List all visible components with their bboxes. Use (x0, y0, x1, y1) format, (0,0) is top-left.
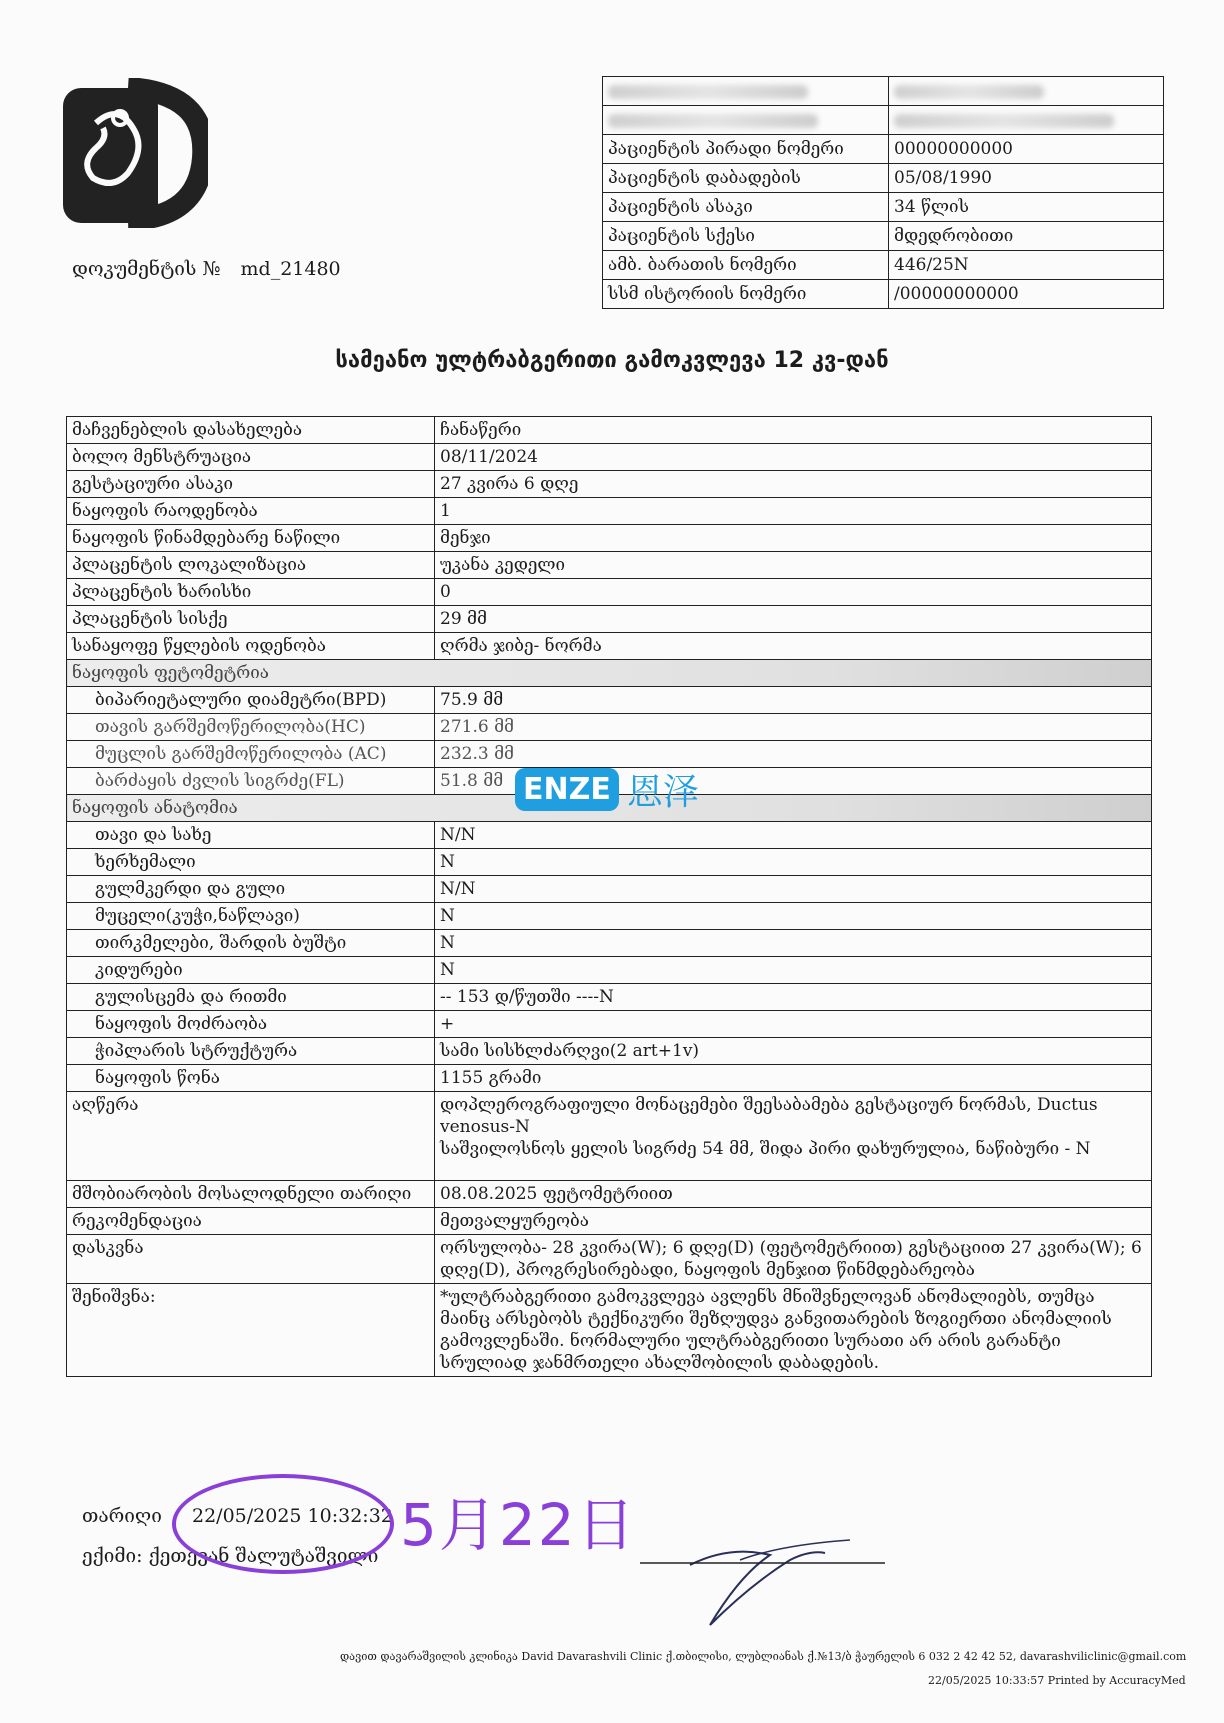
patient-value: /00000000000 (889, 280, 1164, 309)
table-row (67, 579, 1152, 606)
table-row (67, 633, 1152, 660)
row-value: 232.3 მმ (435, 741, 1152, 768)
row-key: ბარძაყის ძვლის სიგრძე(FL) (67, 768, 435, 795)
patient-key: ამბ. ბარათის ნომერი (603, 251, 889, 280)
description-cell (435, 1092, 1152, 1181)
row-value: 1 (435, 498, 1152, 525)
row-key: ბოლო მენსტრუაცია (67, 444, 435, 471)
table-row (67, 714, 1152, 741)
signature-icon (640, 1505, 900, 1645)
row-value: სამი სისხლძარღვი(2 art+1v) (435, 1038, 1152, 1065)
row-key: თავის გარშემოწერილობა(HC) (67, 714, 435, 741)
table-row (67, 1208, 1152, 1235)
table-row (67, 687, 1152, 714)
row-value: N/N (435, 876, 1152, 903)
row-key: ნაყოფის რაოდენობა (67, 498, 435, 525)
row-value: N/N (435, 822, 1152, 849)
anatomy-title: ნაყოფის ანატომია (67, 795, 1152, 822)
description-label: აღწერა (67, 1092, 435, 1181)
row-value: 271.6 მმ (435, 714, 1152, 741)
patient-value: 34 წლის (889, 193, 1164, 222)
row-key: ნაყოფის მოძრაობა (67, 1011, 435, 1038)
row-key: გულისცემა და რითმი (67, 984, 435, 1011)
patient-key: პაციენტის პირადი ნომერი (603, 135, 889, 164)
conclusion-label: დასკვნა (67, 1235, 435, 1284)
table-row (67, 984, 1152, 1011)
patient-row (603, 251, 1164, 280)
row-key: გულმკერდი და გული (67, 876, 435, 903)
table-row (67, 471, 1152, 498)
row-value: 75.9 მმ (435, 687, 1152, 714)
printed-by: 22/05/2025 10:33:57 Printed by AccuracyMed (928, 1674, 1186, 1687)
patient-value: 00000000000 (889, 135, 1164, 164)
table-row (67, 930, 1152, 957)
doctor-name: ექიმი: ქეთევან შალუტაშვილი (82, 1545, 379, 1567)
row-key: პლაცენტის სისქე (67, 606, 435, 633)
watermark (515, 764, 699, 815)
row-value: N (435, 930, 1152, 957)
row-key: პლაცენტის ხარისხი (67, 579, 435, 606)
conclusion-value: ორსულობა- 28 კვირა(W); 6 დღე(D) (ფეტომეტრიით) გესტაციით 27 კვირა(W); 6 დღე(D), პროგრესირებადი, ნაყოფის მენჯით წინმდებარეობა (435, 1235, 1152, 1284)
patient-row (603, 193, 1164, 222)
row-value: 1155 გრამი (435, 1065, 1152, 1092)
row-key: პლაცენტის ლოკალიზაცია (67, 552, 435, 579)
row-value: + (435, 1011, 1152, 1038)
row-key: გესტაციური ასაკი (67, 471, 435, 498)
note-label: შენიშვნა: (67, 1284, 435, 1377)
table-row (67, 525, 1152, 552)
table-row (67, 957, 1152, 984)
row-key: თირკმელები, შარდის ბუშტი (67, 930, 435, 957)
patient-row (603, 280, 1164, 309)
page-title: სამეანო ულტრაბგერითი გამოკვლევა 12 კვ-დან (335, 348, 889, 373)
patient-info-table (602, 76, 1164, 309)
measurements-table (66, 416, 1152, 1377)
patient-key: სსმ ისტორიის ნომერი (603, 280, 889, 309)
watermark-cn: 恩泽 (626, 772, 699, 813)
table-row (67, 903, 1152, 930)
table-row (67, 822, 1152, 849)
table-row (67, 498, 1152, 525)
description-line-1: დოპლეროგრაფიული მონაცემები შეესაბამება გესტაციურ ნორმას, Ductus venosus-N (440, 1095, 1098, 1137)
row-value: 51.8 მმ (435, 768, 1152, 795)
row-key: სანაყოფე წყლების ოდენობა (67, 633, 435, 660)
row-key: თავი და სახე (67, 822, 435, 849)
patient-row (603, 135, 1164, 164)
patient-key: პაციენტის სქესი (603, 222, 889, 251)
document-number-label: დოკუმენტის № (72, 258, 221, 280)
table-row (67, 444, 1152, 471)
due-date-label: მშობიარობის მოსალოდნელი თარიღი (67, 1181, 435, 1208)
clinic-logo-icon (58, 78, 208, 228)
row-value: უკანა კედელი (435, 552, 1152, 579)
row-key: ხერხემალი (67, 849, 435, 876)
patient-value: 446/25N (889, 251, 1164, 280)
patient-row (603, 164, 1164, 193)
row-value: მენჯი (435, 525, 1152, 552)
watermark-badge: ENZE (515, 768, 619, 811)
row-value: ჩანაწერი (435, 417, 1152, 444)
patient-row (603, 222, 1164, 251)
recommendation-label: რეკომენდაცია (67, 1208, 435, 1235)
patient-value: 05/08/1990 (889, 164, 1164, 193)
patient-key: პაციენტის დაბადების (603, 164, 889, 193)
recommendation-value: მეთვალყურეობა (435, 1208, 1152, 1235)
table-row (67, 1011, 1152, 1038)
section-header (67, 660, 1152, 687)
row-key: ნაყოფის წონა (67, 1065, 435, 1092)
note-value: *ულტრაბგერითი გამოკვლევა ავლენს მნიშვნელოვან ანომალიებს, თუმცა მაინც არსებობს ტექნიკური შეზღუდვა განვითარების ზოგიერთი ანომალიის გამოვლენაში. ნორმალური ულტრაბგერითი სურათი არ არის გარანტი სრულიად ჯანმრთელი ახალშობილის დაბადების. (435, 1284, 1152, 1377)
row-key: ჭიპლარის სტრუქტურა (67, 1038, 435, 1065)
date-value: 22/05/2025 10:32:32 (192, 1505, 393, 1527)
patient-value: მდედრობითი (889, 222, 1164, 251)
table-row (67, 1065, 1152, 1092)
row-value: N (435, 903, 1152, 930)
row-key: მუცელი(კუჭი,ნაწლავი) (67, 903, 435, 930)
row-key: მაჩვენებლის დასახელება (67, 417, 435, 444)
row-value: -- 153 დ/წუთში ----N (435, 984, 1152, 1011)
table-row (67, 849, 1152, 876)
document-number (72, 258, 341, 280)
table-row (67, 1235, 1152, 1284)
row-key: ბიპარიეტალური დიამეტრი(BPD) (67, 687, 435, 714)
row-key: მუცლის გარშემოწერილობა (AC) (67, 741, 435, 768)
date-highlight-oval (172, 1474, 394, 1574)
patient-key: პაციენტის ასაკი (603, 193, 889, 222)
table-row (67, 1092, 1152, 1181)
row-value: 29 მმ (435, 606, 1152, 633)
clinic-address: დავით დავარაშვილის კლინიკა David Davarashvili Clinic ქ.თბილისი, ლუბლიანას ქ.№13/ბ ჭაურელის 6 032 2 42 42 52, davarashviliclinic@gmail.com (340, 1650, 1187, 1663)
table-row (67, 417, 1152, 444)
row-value: N (435, 957, 1152, 984)
date-row (82, 1505, 393, 1527)
row-key: კიდურები (67, 957, 435, 984)
table-row (67, 552, 1152, 579)
row-value: 27 კვირა 6 დღე (435, 471, 1152, 498)
row-key: ნაყოფის წინამდებარე ნაწილი (67, 525, 435, 552)
row-value: ღრმა ჯიბე- ნორმა (435, 633, 1152, 660)
description-line-2: საშვილოსნოს ყელის სიგრძე 54 მმ, შიდა პირი დახურულია, ნაწიბური - N (440, 1139, 1091, 1159)
fetometry-title: ნაყოფის ფეტომეტრია (67, 660, 1152, 687)
due-date-value: 08.08.2025 ფეტომეტრიით (435, 1181, 1152, 1208)
table-row (67, 1038, 1152, 1065)
annotation-date: 5月22日 (400, 1491, 637, 1559)
table-row (67, 876, 1152, 903)
table-row (67, 1181, 1152, 1208)
table-row (67, 1284, 1152, 1377)
row-value: N (435, 849, 1152, 876)
table-row (67, 606, 1152, 633)
row-value: 0 (435, 579, 1152, 606)
document-number-value: md_21480 (240, 258, 341, 280)
date-label: თარიღი (82, 1505, 162, 1527)
row-value: 08/11/2024 (435, 444, 1152, 471)
